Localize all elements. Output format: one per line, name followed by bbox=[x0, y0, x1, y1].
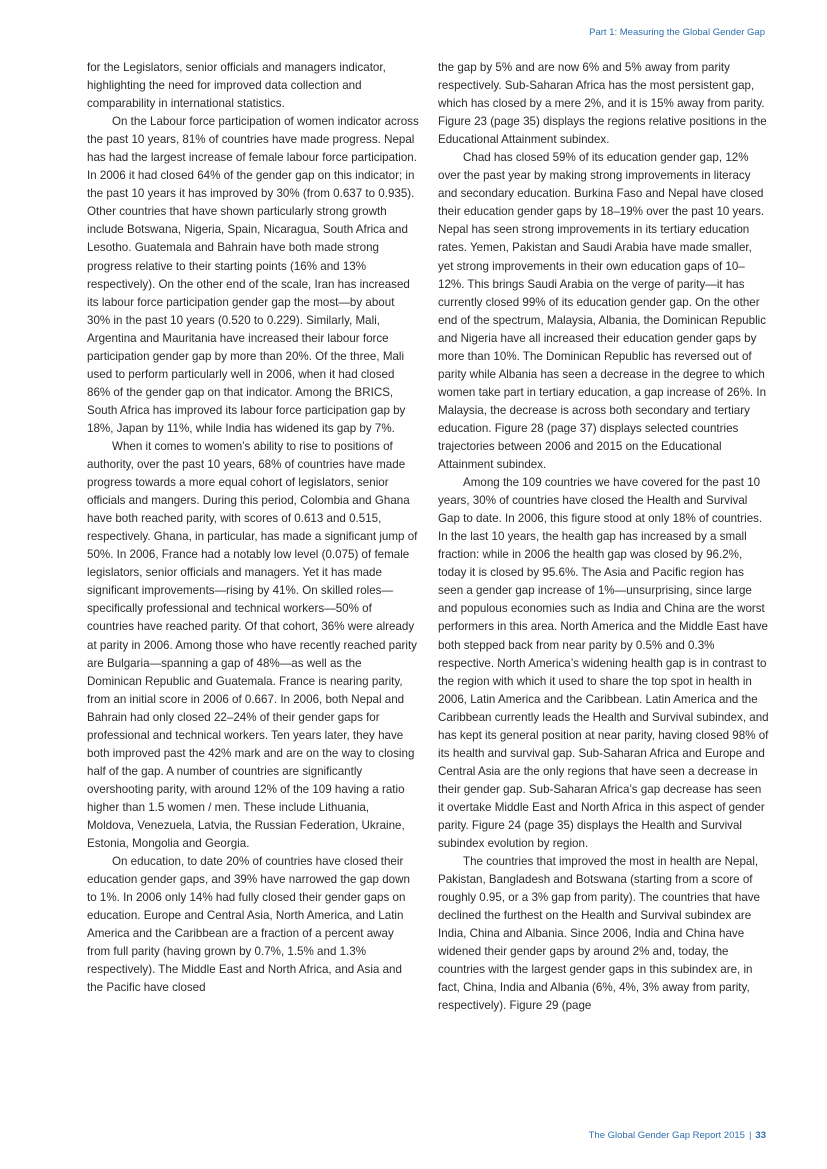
running-header bbox=[589, 27, 765, 38]
footer-separator: | bbox=[748, 1130, 752, 1141]
right-paragraph-1: the gap by 5% and are now 6% and 5% away from parity respectively. Sub-Saharan Africa has the most persistent gap, which has closed by a mere 2%, and it is 15% away from parity. Figure 23 (page 35) displays the regions relative positions in the Educational Attainment subindex. bbox=[438, 61, 767, 147]
section-title: Part 1: Measuring the Global Gender Gap bbox=[589, 27, 765, 38]
left-paragraph-3: When it comes to women’s ability to rise to positions of authority, over the past 10 years, 68% of countries have made progress towards a more equal cohort of legislators, senior officials and mangers. During this period, Colombia and Ghana have both reached parity, with scores of 0.613 and 0.515, respectively. Ghana, in particular, has made a significant jump of 50%. In 2006, France had a notably low level (0.075) of female legislators, senior officials and managers. Yet it has made significant improvements—rising by 41%. On skilled roles—specifically professional and technical workers—50% of countries have reached parity. Of that cohort, 36% were already at parity in 2006. Among those who have recently reached parity are Bulgaria—spanning a gap of 48%—as well as the Dominican Republic and Guatemala. France is nearing parity, from an initial score in 2006 of 0.667. In 2006, both Nepal and Bahrain had only closed 22–24% of their gender gaps for professional and technical workers. Ten years later, they have both improved past the 42% mark and are on the way to closing half of the gap. A number of countries are significantly overshooting parity, with around 12% of the 109 having a ratio higher than 1.5 women / men. These include Lithuania, Moldova, Venezuela, Latvia, the Russian Federation, Ukraine, Estonia, Mongolia and Georgia. bbox=[87, 439, 418, 851]
right-paragraph-3: Among the 109 countries we have covered for the past 10 years, 30% of countries have closed the Health and Survival Gap to date. In 2006, this figure stood at only 18% of countries. In the last 10 years, the health gap has increased by a small fraction: while in 2006 the health gap was closed by 96.2%, today it is closed by 95.6%. The Asia and Pacific region has seen a gender gap increase of 1%—unsurprising, since large and populous economies such as India and China are the worst performers in this area. North America and the Middle East have both stepped back from near parity by 0.5% and 0.3% respective. North America’s widening health gap is in contrast to the region with which it used to share the top spot in health in 2006, Latin America and the Caribbean. Latin America and the Caribbean currently leads the Health and Survival subindex, and has kept its general position at near parity, having closed 98% of its health and survival gap. Sub-Saharan Africa and Europe and Central Asia are the only regions that have seen a decrease in their gender gap. Sub-Saharan Africa’s gap decrease has seen it overtake Middle East and North Africa in this aspect of gender parity. Figure 24 (page 35) displays the Health and Survival subindex evolution by region. bbox=[438, 476, 769, 851]
right-paragraph-4: The countries that improved the most in health are Nepal, Pakistan, Bangladesh and Botswana (starting from a score of roughly 0.95, or a 3% gap from parity). The countries that have declined the furthest on the Health and Survival subindex are India, China and Albania. Since 2006, India and China have widened their gender gaps by around 2% and, today, the countries with the largest gender gaps in this subindex are, in fact, China, India and Albania (6%, 4%, 3% away from parity, respectively). Figure 29 (page bbox=[438, 855, 761, 1013]
page-footer bbox=[589, 1130, 766, 1141]
left-paragraph-2: On the Labour force participation of women indicator across the past 10 years, 81% of countries have made progress. Nepal has had the largest increase of female labour force participation. In 2006 it had closed 64% of the gender gap on this indicator; in the past 10 years it has improved by 30% (from 0.637 to 0.935). Other countries that have shown particularly strong growth include Botswana, Nigeria, Spain, Nicaragua, South Africa and Lesotho. Guatemala and Bahrain have both made strong progress relative to their starting points (16% and 13% respectively). On the other end of the scale, Iran has increased its labour force participation gender gap the most—by about 30% in the past 10 years (0.520 to 0.229). Similarly, Mali, Argentina and Mauritania have increased their labour force participation gender gap by more than 20%. Of the three, Mali used to perform particularly well in 2006, when it had closed 86% of the gender gap on that indicator. Among the BRICS, South Africa has improved its labour force participation gap by 18%, Japan by 11%, while India has widened its gap by 7%. bbox=[87, 115, 419, 435]
left-paragraph-1: for the Legislators, senior officials and managers indicator, highlighting the need for improved data collection and comparability in international statistics. bbox=[87, 61, 386, 111]
page-number: 33 bbox=[755, 1130, 766, 1141]
left-column bbox=[87, 59, 419, 997]
right-paragraph-2: Chad has closed 59% of its education gender gap, 12% over the past year by making strong improvements in literacy and secondary education. Burkina Faso and Nepal have closed their education gender gaps by 18–19% over the past 10 years. Nepal has seen strong improvements in its tertiary education rates. Yemen, Pakistan and Saudi Arabia have made smaller, yet strong improvements in their own education gaps of 10–12%. This brings Saudi Arabia on the verge of parity—it has currently closed 99% of its education gender gap. On the other end of the spectrum, Malaysia, Albania, the Dominican Republic and Nigeria have all increased their education gender gaps by more than 10%. The Dominican Republic has reversed out of parity while Albania has seen a decrease in the degree to which women take part in tertiary education, a gap increase of 26%. In Malaysia, the decrease is across both secondary and tertiary education. Figure 28 (page 37) displays selected countries trajectories between 2006 and 2015 on the Educational Attainment subindex. bbox=[438, 151, 767, 472]
report-title: The Global Gender Gap Report 2015 bbox=[588, 1130, 745, 1141]
right-column bbox=[438, 59, 770, 1015]
left-paragraph-4: On education, to date 20% of countries have closed their education gender gaps, and 39% have narrowed the gap down to 1%. In 2006 only 14% had fully closed their gender gaps on education. Europe and Central Asia, North America, and Latin America and the Caribbean are a fraction of a percent away from full parity (having grown by 0.7%, 1.5% and 1.3% respectively). The Middle East and North Africa, and Asia and the Pacific have closed bbox=[87, 855, 410, 995]
